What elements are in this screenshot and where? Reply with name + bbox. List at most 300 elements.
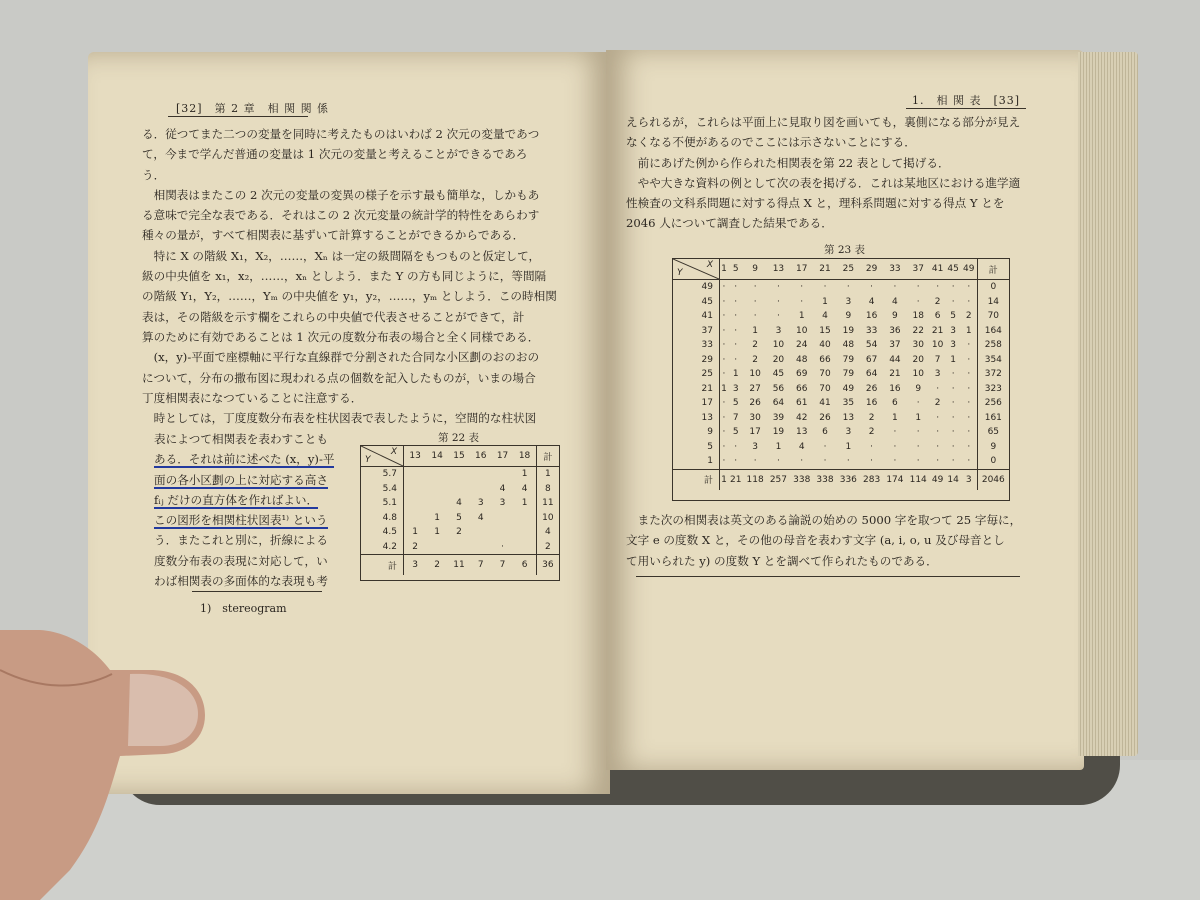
table-cell: 2 bbox=[752, 354, 758, 365]
table-cell: · bbox=[967, 383, 971, 394]
table-cell: 3 bbox=[845, 296, 852, 307]
row-label: 4.8 bbox=[361, 511, 404, 526]
total-cell: 21 bbox=[728, 469, 744, 490]
table-cell: 10 bbox=[796, 325, 808, 336]
table-cell bbox=[492, 467, 514, 482]
table-cell: · bbox=[722, 412, 726, 423]
table-cell: · bbox=[916, 398, 920, 409]
table-cell: 18 bbox=[912, 311, 924, 322]
row-label: 5.4 bbox=[361, 482, 404, 497]
row-label: 9 bbox=[673, 425, 720, 440]
row-label: 29 bbox=[673, 353, 720, 368]
table-cell bbox=[426, 496, 448, 511]
table-cell: · bbox=[722, 282, 726, 293]
total-cell: 1 bbox=[720, 469, 728, 490]
text-line: う． bbox=[142, 167, 166, 182]
table-cell: 5 bbox=[456, 512, 462, 523]
text-line: 級の中央値を x₁，x₂，……，xₙ としよう．また Y の方も同じように，等間隔 bbox=[142, 269, 547, 284]
text-line: えられるが，これらは平面上に見取り図を画いても，裏側になる部分が見え bbox=[626, 115, 1021, 129]
text-line: て，今まで学んだ普通の変量は 1 次元の変量と考えることができるであろ bbox=[142, 147, 528, 162]
table-row bbox=[673, 324, 1009, 339]
table-cell bbox=[448, 467, 470, 482]
table-cell: · bbox=[734, 311, 738, 322]
table-cell: · bbox=[722, 325, 726, 336]
table-cell: · bbox=[734, 441, 738, 452]
text-line: 丁度相関表になつていることに注意する． bbox=[142, 390, 363, 405]
table-cell: · bbox=[870, 456, 874, 467]
table-cell bbox=[448, 482, 470, 497]
table-23-caption: 第 23 表 bbox=[824, 244, 866, 256]
row-sum: 4 bbox=[536, 525, 559, 540]
table-cell: · bbox=[753, 296, 757, 307]
right-page bbox=[606, 50, 1084, 770]
underlined-phrase: fᵢⱼ だけの直方体を作ればよい． bbox=[154, 492, 319, 507]
table-cell: · bbox=[870, 441, 874, 452]
table-cell: 1 bbox=[950, 354, 957, 365]
row-label: 5 bbox=[673, 440, 720, 455]
table-cell: 79 bbox=[842, 369, 855, 380]
table-cell: 1 bbox=[965, 325, 972, 336]
table-cell: · bbox=[734, 354, 738, 365]
table-cell: · bbox=[823, 441, 827, 452]
table-cell: · bbox=[967, 296, 971, 307]
table-cell: 2 bbox=[456, 527, 462, 538]
table-cell: 16 bbox=[889, 383, 901, 394]
column-header-17: 17 bbox=[790, 259, 813, 280]
table-cell: 3 bbox=[950, 325, 957, 336]
table-cell: · bbox=[823, 456, 827, 467]
table-cell: 19 bbox=[772, 427, 785, 438]
table-cell: · bbox=[967, 354, 971, 365]
table-cell: 66 bbox=[819, 354, 831, 365]
table-row bbox=[673, 396, 1009, 411]
text-line: 2046 人について調査した結果である． bbox=[626, 216, 833, 231]
table-cell: 3 bbox=[752, 441, 758, 452]
table-cell: · bbox=[967, 369, 971, 380]
table-row bbox=[361, 496, 559, 511]
row-sum: 164 bbox=[977, 324, 1009, 339]
table-cell bbox=[470, 525, 492, 540]
table-row bbox=[673, 454, 1009, 469]
total-cell: 14 bbox=[945, 469, 961, 490]
left-wrap-text bbox=[154, 429, 334, 591]
table-cell: 1 bbox=[892, 412, 898, 423]
table-cell: · bbox=[722, 398, 726, 409]
row-label: 45 bbox=[673, 295, 720, 310]
table-cell: · bbox=[936, 383, 940, 394]
grand-total: 2046 bbox=[977, 469, 1009, 490]
table-cell: 48 bbox=[842, 340, 855, 351]
column-header-25: 25 bbox=[837, 259, 860, 280]
table-cell: · bbox=[951, 383, 955, 394]
table-cell: · bbox=[967, 427, 971, 438]
table-cell: · bbox=[916, 456, 920, 467]
table-cell: 40 bbox=[819, 340, 831, 351]
table-cell: 1 bbox=[434, 512, 441, 523]
total-cell: 118 bbox=[743, 469, 766, 490]
table-cell: · bbox=[967, 456, 971, 467]
table-cell: 5 bbox=[732, 398, 739, 409]
table-row bbox=[673, 280, 1009, 295]
table-cell: 22 bbox=[912, 325, 924, 336]
table-cell: 9 bbox=[845, 311, 852, 322]
table-cell: 4 bbox=[477, 512, 484, 523]
underlined-phrase: ある．それは前に述べた (x，y)-平 bbox=[154, 452, 335, 467]
table-cell: 7 bbox=[732, 412, 739, 423]
text-line: 特に X の階級 X₁，X₂，……，Xₙ は一定の級間隔をもつものと仮定して， bbox=[142, 248, 541, 263]
table-cell: · bbox=[722, 354, 726, 365]
table-cell: 9 bbox=[892, 311, 898, 322]
table-cell: · bbox=[734, 456, 738, 467]
sum-column-header: 計 bbox=[536, 446, 559, 467]
table-cell: 21 bbox=[931, 325, 944, 336]
row-label: 1 bbox=[673, 454, 720, 469]
column-header-13: 13 bbox=[404, 446, 427, 467]
table-23 bbox=[673, 259, 1009, 490]
table-cell: · bbox=[722, 369, 726, 380]
table-cell: 45 bbox=[772, 369, 785, 380]
text-line: て用いられた y) の度数 Y とを調べて作られたものである． bbox=[626, 553, 938, 568]
table-row bbox=[673, 338, 1009, 353]
table-cell: 67 bbox=[865, 354, 878, 365]
table-cell: 10 bbox=[912, 369, 924, 380]
table-cell: 4 bbox=[892, 296, 898, 307]
text-line: なくなる不便があるのでここには示さないことにする． bbox=[626, 135, 916, 150]
column-header-16: 16 bbox=[470, 446, 492, 467]
table-cell bbox=[448, 540, 470, 555]
table-cell bbox=[470, 482, 492, 497]
table-cell: · bbox=[967, 282, 971, 293]
x-axis-label: X bbox=[390, 447, 397, 457]
table-cell: 2 bbox=[934, 398, 941, 409]
table-row bbox=[673, 295, 1009, 310]
table-cell: 3 bbox=[477, 498, 484, 509]
row-sum: 10 bbox=[536, 511, 559, 526]
text-line: やや大きな資料の例として次の表を掲げる．これは某地区における進学適 bbox=[626, 175, 1021, 190]
table-cell: · bbox=[734, 340, 738, 351]
text-line: 文字 e の度数 X と，その他の母音を表わす文字 (a, i, o, u 及び母音とし bbox=[626, 533, 1005, 548]
column-header-37: 37 bbox=[907, 259, 930, 280]
table-cell: · bbox=[722, 441, 726, 452]
table-cell: · bbox=[967, 398, 971, 409]
table-cell: 3 bbox=[499, 498, 506, 509]
text-line: 性検査の文科系問題に対する得点 X と，理科系問題に対する得点 Y とを bbox=[626, 196, 1005, 211]
row-label: 49 bbox=[673, 280, 720, 295]
table-cell: · bbox=[846, 456, 850, 467]
table-cell: 20 bbox=[912, 354, 924, 365]
table-cell: · bbox=[870, 282, 874, 293]
table-cell: 6 bbox=[934, 311, 941, 322]
text-line: る．従つてまた二つの変量を同時に考えたものはいわば 2 次元の変量であつ bbox=[142, 127, 540, 141]
table-cell: · bbox=[951, 282, 955, 293]
row-label: 33 bbox=[673, 338, 720, 353]
table-cell: 19 bbox=[842, 325, 855, 336]
total-cell: 338 bbox=[813, 469, 836, 490]
table-cell: · bbox=[800, 296, 804, 307]
row-sum: 354 bbox=[977, 353, 1009, 368]
table-cell: · bbox=[936, 456, 940, 467]
table-cell: · bbox=[734, 282, 738, 293]
column-header-5: 5 bbox=[728, 259, 744, 280]
table-cell: · bbox=[916, 441, 920, 452]
row-label: 17 bbox=[673, 396, 720, 411]
y-axis-label: Y bbox=[677, 268, 683, 278]
table-cell: · bbox=[800, 282, 804, 293]
table-cell bbox=[426, 540, 448, 555]
table-cell: 1 bbox=[915, 412, 922, 423]
table-cell bbox=[404, 496, 427, 511]
table-cell: 41 bbox=[819, 398, 831, 409]
table-row bbox=[673, 353, 1009, 368]
table-cell: · bbox=[951, 369, 955, 380]
table-cell: · bbox=[951, 456, 955, 467]
row-sum: 70 bbox=[977, 309, 1009, 324]
section-rule bbox=[636, 576, 1020, 577]
table-cell: 70 bbox=[819, 369, 831, 380]
page-edges bbox=[1078, 52, 1138, 756]
right-body-text-bottom bbox=[626, 510, 1021, 571]
table-cell: 3 bbox=[845, 427, 852, 438]
column-header-41: 41 bbox=[930, 259, 946, 280]
column-header-9: 9 bbox=[743, 259, 766, 280]
table-cell: 17 bbox=[749, 427, 761, 438]
table-row bbox=[673, 382, 1009, 397]
text-line: 相関表はまたこの 2 次元の変量の変異の様子を示す最も簡単な，しかもあ bbox=[142, 187, 540, 202]
header-rule bbox=[168, 116, 308, 117]
table-cell: 64 bbox=[865, 369, 878, 380]
table-cell: · bbox=[734, 325, 738, 336]
row-label: 4.2 bbox=[361, 540, 404, 555]
table-cell: 42 bbox=[796, 412, 808, 423]
table-row bbox=[673, 425, 1009, 440]
table-row bbox=[673, 367, 1009, 382]
table-cell: · bbox=[967, 412, 971, 423]
column-header-18: 18 bbox=[513, 446, 536, 467]
table-cell: · bbox=[893, 441, 897, 452]
text-line bbox=[154, 510, 334, 530]
table-cell: 5 bbox=[950, 311, 957, 322]
left-page-header: [32] 第 2 章 相 関 関 係 bbox=[176, 102, 330, 115]
table-cell: 4 bbox=[868, 296, 875, 307]
table-cell: · bbox=[951, 296, 955, 307]
row-label: 41 bbox=[673, 309, 720, 324]
table-cell: 2 bbox=[868, 412, 875, 423]
table-cell: · bbox=[753, 311, 757, 322]
underlined-phrase: 面の各小区劃の上に対応する高さ bbox=[154, 472, 328, 487]
column-header-49: 49 bbox=[961, 259, 977, 280]
table-cell: · bbox=[846, 282, 850, 293]
table-cell: · bbox=[722, 427, 726, 438]
table-cell: 2 bbox=[965, 311, 972, 322]
total-cell: 3 bbox=[404, 555, 427, 576]
row-sum: 2 bbox=[536, 540, 559, 555]
total-row bbox=[361, 555, 559, 576]
table-cell: 1 bbox=[521, 498, 528, 509]
total-cell: 114 bbox=[907, 469, 930, 490]
column-header-1: 1 bbox=[720, 259, 728, 280]
column-header-17: 17 bbox=[492, 446, 514, 467]
grand-total: 36 bbox=[536, 555, 559, 576]
table-cell: · bbox=[951, 398, 955, 409]
table-cell: · bbox=[936, 441, 940, 452]
row-sum: 14 bbox=[977, 295, 1009, 310]
table-cell: · bbox=[722, 296, 726, 307]
table-cell: 39 bbox=[772, 412, 785, 423]
table-cell: 6 bbox=[822, 427, 828, 438]
table-cell: 1 bbox=[845, 441, 852, 452]
footnote: 1) stereogram bbox=[200, 602, 287, 615]
text-line: る意味で完全な表である．それはこの 2 次元変量の統計学的特性をあらわす bbox=[142, 208, 540, 223]
total-row bbox=[673, 469, 1009, 490]
table-row bbox=[361, 511, 559, 526]
row-sum: 8 bbox=[536, 482, 559, 497]
total-label: 計 bbox=[361, 555, 404, 576]
table-cell: 64 bbox=[772, 398, 785, 409]
column-header-45: 45 bbox=[945, 259, 961, 280]
row-sum: 256 bbox=[977, 396, 1009, 411]
text-line: 度数分布表の表現に対応して，い bbox=[154, 553, 328, 568]
table-row bbox=[361, 467, 559, 482]
table-cell: 2 bbox=[868, 427, 875, 438]
row-label: 5.1 bbox=[361, 496, 404, 511]
table-cell: · bbox=[893, 282, 897, 293]
table-cell: · bbox=[753, 456, 757, 467]
table-cell: · bbox=[916, 296, 920, 307]
table-cell bbox=[426, 467, 448, 482]
text-line: 前にあげた例から作られた相関表を第 22 表として掲げる． bbox=[626, 155, 950, 170]
table-cell: · bbox=[501, 541, 504, 552]
table-cell: · bbox=[916, 282, 920, 293]
table-cell: 2 bbox=[934, 296, 941, 307]
row-label: 13 bbox=[673, 411, 720, 426]
table-cell: 4 bbox=[456, 498, 462, 509]
table-cell: 1 bbox=[775, 441, 782, 452]
table-cell: 37 bbox=[889, 340, 901, 351]
table-cell: 5 bbox=[732, 427, 739, 438]
table-cell: 30 bbox=[912, 340, 924, 351]
table-cell: · bbox=[776, 311, 780, 322]
text-line: 表によつて相関表を表わすことも bbox=[154, 432, 328, 446]
table-cell: · bbox=[951, 427, 955, 438]
table-cell: 10 bbox=[772, 340, 785, 351]
table-cell: 26 bbox=[865, 383, 878, 394]
header-rule bbox=[906, 108, 1026, 109]
table-cell: · bbox=[936, 412, 940, 423]
table-22-caption: 第 22 表 bbox=[438, 432, 480, 444]
table-header-row bbox=[673, 259, 1009, 280]
total-label: 計 bbox=[673, 469, 720, 490]
table-cell: 35 bbox=[842, 398, 855, 409]
table-cell bbox=[513, 540, 536, 555]
table-cell: 30 bbox=[749, 412, 761, 423]
underlined-phrase: この図形を相関柱状図表¹⁾ という bbox=[154, 513, 328, 528]
sum-column-header: 計 bbox=[977, 259, 1009, 280]
text-line: (x，y)-平面で座標軸に平行な直線群で分割された合同な小区劃のおのおの bbox=[142, 350, 540, 365]
text-line bbox=[154, 490, 334, 510]
table-cell: 10 bbox=[931, 340, 944, 351]
table-cell: · bbox=[753, 282, 757, 293]
table-cell: 27 bbox=[749, 383, 761, 394]
row-sum: 323 bbox=[977, 382, 1009, 397]
row-sum: 11 bbox=[536, 496, 559, 511]
table-cell: 15 bbox=[819, 325, 831, 336]
hand-holding-book bbox=[0, 630, 210, 900]
table-cell: 54 bbox=[865, 340, 878, 351]
table-row bbox=[673, 440, 1009, 455]
table-cell: 1 bbox=[798, 311, 805, 322]
table-cell: · bbox=[936, 427, 940, 438]
total-cell: 11 bbox=[448, 555, 470, 576]
table-cell: 44 bbox=[889, 354, 901, 365]
table-cell: 4 bbox=[521, 483, 528, 494]
row-sum: 9 bbox=[977, 440, 1009, 455]
table-cell: 4 bbox=[499, 483, 506, 494]
table-cell: · bbox=[800, 456, 804, 467]
table-cell: · bbox=[776, 296, 780, 307]
text-line: わば相関表の多面体的な表現も考 bbox=[154, 574, 328, 589]
table-cell: 20 bbox=[772, 354, 785, 365]
x-axis-label: X bbox=[706, 260, 713, 270]
table-cell: · bbox=[967, 441, 971, 452]
table-cell bbox=[426, 482, 448, 497]
table-cell bbox=[492, 525, 514, 540]
table-cell: 1 bbox=[412, 527, 418, 538]
table-cell: 26 bbox=[819, 412, 831, 423]
table-cell: · bbox=[776, 282, 780, 293]
table-cell: · bbox=[722, 311, 726, 322]
text-line bbox=[154, 470, 334, 490]
table-cell: 70 bbox=[819, 383, 831, 394]
table-cell bbox=[513, 525, 536, 540]
table-cell: · bbox=[776, 456, 780, 467]
table-cell: · bbox=[734, 296, 738, 307]
table-header-row bbox=[361, 446, 559, 467]
total-cell: 338 bbox=[790, 469, 813, 490]
column-header-21: 21 bbox=[813, 259, 836, 280]
table-cell: · bbox=[893, 456, 897, 467]
row-sum: 65 bbox=[977, 425, 1009, 440]
table-row bbox=[361, 525, 559, 540]
left-body-text bbox=[142, 124, 557, 428]
table-cell: 3 bbox=[732, 383, 739, 394]
table-cell: 69 bbox=[796, 369, 808, 380]
column-header-14: 14 bbox=[426, 446, 448, 467]
total-cell: 3 bbox=[961, 469, 977, 490]
text-line: 表は，その階級を示す欄をこれらの中央値で代表させることができて，計 bbox=[142, 309, 525, 324]
table-cell: 16 bbox=[865, 311, 878, 322]
footnote-rule bbox=[192, 591, 322, 592]
table-corner-cell bbox=[673, 259, 720, 280]
table-cell: · bbox=[722, 456, 726, 467]
table-cell: 9 bbox=[915, 383, 922, 394]
table-cell: · bbox=[722, 340, 726, 351]
table-row bbox=[361, 540, 559, 555]
table-cell: 1 bbox=[732, 369, 739, 380]
right-body-text bbox=[626, 112, 1020, 234]
row-sum: 258 bbox=[977, 338, 1009, 353]
text-line: 種々の量が，すべて相関表に基ずいて計算することができるからである． bbox=[142, 228, 525, 243]
text-line: う．またこれと別に，折線による bbox=[154, 533, 328, 548]
table-cell bbox=[470, 540, 492, 555]
row-sum: 0 bbox=[977, 454, 1009, 469]
row-sum: 1 bbox=[536, 467, 559, 482]
table-cell: 10 bbox=[749, 369, 761, 380]
table-cell: 33 bbox=[865, 325, 878, 336]
table-cell: 2 bbox=[412, 541, 418, 552]
table-cell: 26 bbox=[749, 398, 761, 409]
row-label: 21 bbox=[673, 382, 720, 397]
total-cell: 6 bbox=[513, 555, 536, 576]
